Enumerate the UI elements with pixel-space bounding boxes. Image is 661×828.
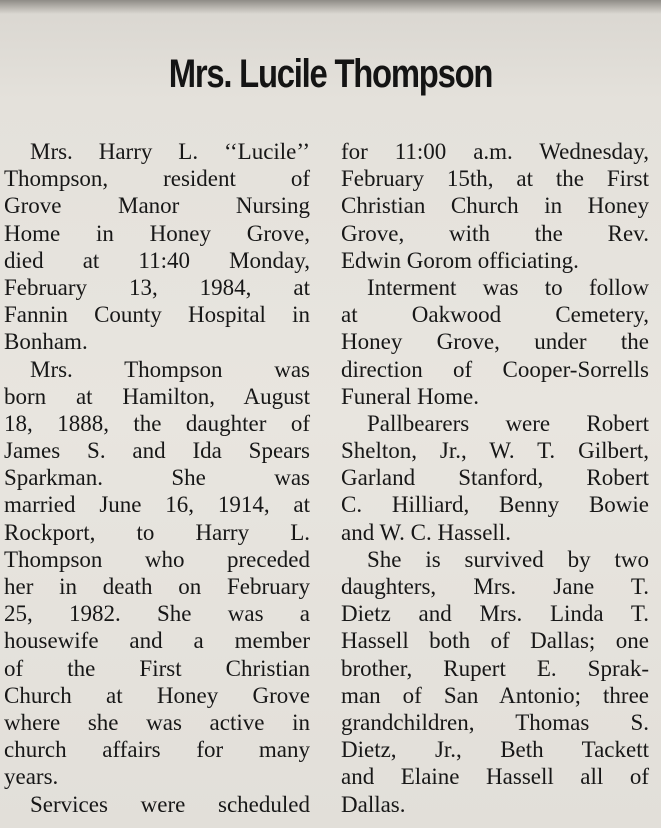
text-line: Hassell both of Dallas; one xyxy=(341,628,649,654)
text-line: her in death on February xyxy=(4,574,310,599)
text-line: Grove Manor Nursing xyxy=(4,193,310,219)
text-line: years. xyxy=(4,764,59,790)
text-line: at Oakwood Cemetery, xyxy=(341,302,649,328)
text-line: Shelton, Jr., W. T. Gilbert, xyxy=(341,438,649,464)
text-line: Edwin Gorom officiating. xyxy=(341,247,579,273)
text-line: She is survived by two xyxy=(367,546,649,572)
text-line: Mrs. Thompson was xyxy=(30,356,310,382)
text-line: Dallas. xyxy=(341,791,406,817)
paper-top-edge xyxy=(0,0,661,14)
text-line: Sparkman. She was xyxy=(4,465,310,491)
text-line: where she was active in xyxy=(4,709,310,735)
text-line: 25, 1982. She was a xyxy=(4,601,310,627)
text-line: grandchildren, Thomas S. xyxy=(341,709,649,735)
text-line: Bonham. xyxy=(4,329,88,355)
text-line: Fannin County Hospital in xyxy=(4,302,310,328)
text-line: of the First Christian xyxy=(4,655,310,681)
text-line: Church at Honey Grove xyxy=(4,682,310,708)
text-line: C. Hilliard, Benny Bowie xyxy=(341,492,649,518)
text-line: Home in Honey Grove, xyxy=(4,220,310,246)
text-line: for 11:00 a.m. Wednesday, xyxy=(341,139,649,164)
text-line: church affairs for many xyxy=(4,737,310,763)
text-line: Grove, with the Rev. xyxy=(341,220,649,246)
text-line: born at Hamilton, August xyxy=(4,383,310,409)
text-line: died at 11:40 Monday, xyxy=(4,247,310,273)
text-line: Dietz and Mrs. Linda T. xyxy=(341,601,649,627)
text-line: Thompson, resident of xyxy=(4,166,310,192)
text-line: man of San Antonio; three xyxy=(341,682,649,708)
text-line: married June 16, 1914, at xyxy=(4,492,310,518)
text-line: 18, 1888, the daughter of xyxy=(4,410,310,436)
text-line: Garland Stanford, Robert xyxy=(341,465,649,491)
text-line: Funeral Home. xyxy=(341,383,479,409)
text-line: and W. C. Hassell. xyxy=(341,519,511,545)
text-line: February 13, 1984, at xyxy=(4,274,310,300)
text-line: Dietz, Jr., Beth Tackett xyxy=(341,737,649,763)
text-line: Honey Grove, under the xyxy=(341,329,649,355)
text-line: daughters, Mrs. Jane T. xyxy=(341,574,649,599)
text-line: Pallbearers were Robert xyxy=(367,410,649,436)
left-column xyxy=(4,138,310,818)
obituary-headline: Mrs. Lucile Thompson xyxy=(168,52,493,96)
text-line: February 15th, at the First xyxy=(341,166,649,192)
text-line: Christian Church in Honey xyxy=(341,193,649,219)
text-line: Services were scheduled xyxy=(30,791,310,817)
text-line: direction of Cooper-Sorrells xyxy=(341,356,649,382)
text-line: Thompson who preceded xyxy=(4,546,310,572)
text-line: housewife and a member xyxy=(4,628,310,654)
text-line: and Elaine Hassell all of xyxy=(341,764,649,790)
text-line: James S. and Ida Spears xyxy=(4,438,310,464)
text-line: Mrs. Harry L. ‘‘Lucile’’ xyxy=(30,139,310,164)
text-line: brother, Rupert E. Sprak- xyxy=(341,655,649,681)
text-line: Interment was to follow xyxy=(367,274,649,300)
right-column xyxy=(341,138,649,818)
text-line: Rockport, to Harry L. xyxy=(4,519,310,545)
